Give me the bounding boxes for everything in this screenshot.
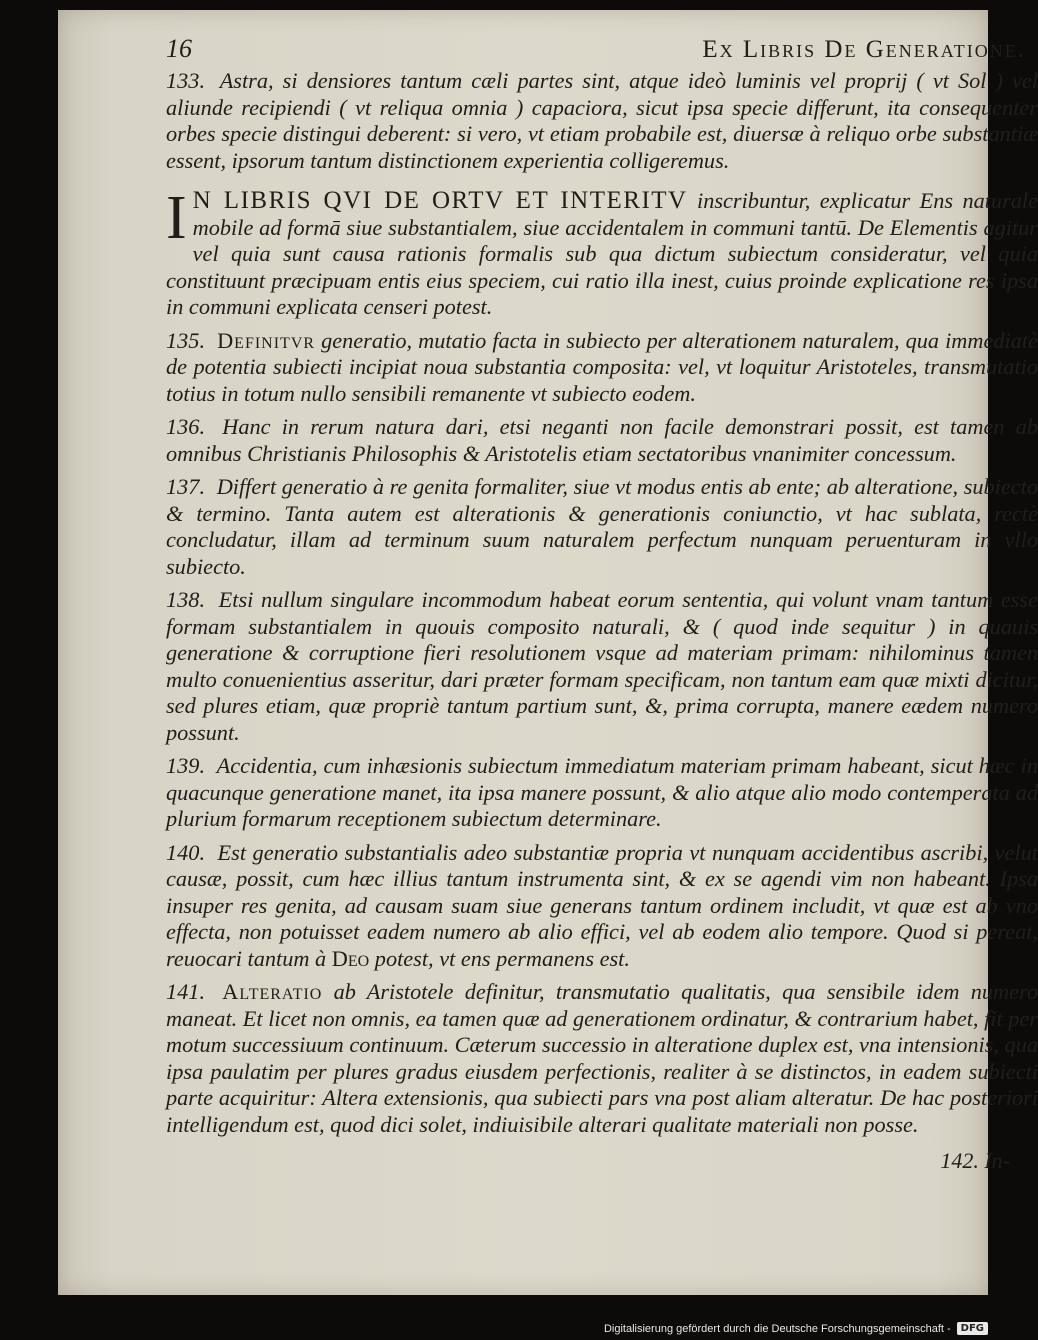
section-heading: N LIBRIS QVI DE ORTV ET INTERITV [192, 187, 688, 214]
section-text: inscribuntur, explicatur Ens naturale mobile ad formā siue substantialem, siue accidentalem in communi tantū. De Elementis agitur vel quia sunt causa rationis formalis sub qua dictum subiectum consideratur, vel quia constituunt præcipuam entis eius speciem, cui ratio illa inest, cuius proinde explicatione res ipsa in communi explicata censeri potest. [166, 188, 1038, 319]
paragraph-number: 141. [166, 979, 206, 1004]
paragraph-141 [166, 979, 1038, 1138]
lead-word: Alteratio [222, 979, 323, 1004]
paragraph-text: Accidentia, cum inhæsionis subiectum immediatum materiam primam habeant, sicut hæc in quacunque generatione manet, ita ipsa manere possunt, & alio atque alio modo contemperata ad plurium formarum receptionem subiectum determinare. [166, 753, 1038, 831]
paragraph-number: 140. [166, 839, 206, 865]
paragraph-text: Hanc in rerum natura dari, etsi neganti non facile demonstrari possit, est tamen ab omnibus Christianis Philosophis & Aristotelis etiam sectatoribus vnanimiter concessum. [166, 414, 1038, 466]
dfg-logo-icon: DFG [957, 1322, 988, 1335]
paragraph-text: Etsi nullum singulare incommodum habeat eorum sententia, qui volunt vnam tantum esse formam substantialem in quouis composito naturali, & ( quod inde sequitur ) in quauis generatione & corruptione fieri resolutionem vsque ad materiam primam: nihilominus tamen multo conuenientius asseritur, dari præter formam specificam, non tantum eam quæ mixti dicitur, sed plures etiam, quæ propriè tantum partium sunt, &, prima corrupta, manere eædem numero possunt. [166, 587, 1038, 745]
paragraph-number: 133. [166, 68, 206, 93]
paragraph-136 [166, 414, 1038, 467]
paragraph-number: 139. [166, 753, 206, 778]
paragraph-number: 136. [166, 414, 206, 439]
paragraph-text: generatio, mutatio facta in subiecto per alterationem naturalem, qua immediatè de potentia subiecti incipiat noua substantia composita: vel, vt loquitur Aristoteles, transmutatio totius in totum nullo sensibili remanente vt subiecto eodem. [166, 327, 1038, 406]
page-number: 16 [166, 34, 192, 63]
paragraph-tail: potest, vt ens permanens est. [374, 945, 630, 971]
lead-word: Definitvr [217, 327, 316, 353]
page-content [166, 34, 1038, 1174]
paragraph-133 [166, 68, 1038, 174]
paragraph-137 [166, 474, 1038, 580]
deo-word: Deo [331, 945, 370, 971]
drop-capital: I [166, 184, 187, 252]
paragraph-text: Differt generatio à re genita formaliter, siue vt modus entis ab ente; ab alteratione, subiecto & termino. Tanta autem est alterationis & generationis coniunctio, vt hac sublata, rectè concludatur, illam ad terminum suum naturalem perfectum nunquam peruenturam in vllo subiecto. [166, 474, 1038, 579]
paragraph-135 [166, 328, 1038, 408]
section-opening [166, 184, 1038, 321]
paragraph-text: Est generatio substantialis adeo substantiæ propria vt nunquam accidentibus ascribi, velut causæ, possit, cum hæc illius tantum instrumenta sint, & ex se agendi vim non habeant. Ipsa insuper res genita, ad causam suam siue generans tantum ordinem includit, vt quæ est ab vno effecta, non potuisset eadem numero ab alio effici, vel ab eodem alio tempore. Quod si pereat, reuocari tantum à [166, 839, 1038, 971]
digitization-footer [604, 1322, 988, 1335]
book-page [58, 10, 1038, 1295]
paragraph-number: 138. [166, 587, 206, 612]
paragraph-number: 137. [166, 474, 206, 499]
footer-credit: Digitalisierung gefördert durch die Deutsche Forschungsgemeinschaft - [603, 1322, 951, 1335]
paragraph-text: ab Aristotele definitur, transmutatio qualitatis, qua sensibile idem numero maneat. Et licet non omnis, ea tamen quæ ad generationem ordinatur, & contrarium habet, fit per motum successiuum continuum. Cæterum successio in alteratione duplex est, vna intensionis, qua ipsa paulatim per plures gradus eiusdem perfectionis, realiter à se distinctos, in eadem subiecti parte acquiritur: Altera extensionis, qua subiecti pars vna post aliam alteratur. De hac posteriori intelligendum est, quod dici solet, indiuisibile alterari qualitate materiali non posse. [166, 979, 1038, 1137]
paragraph-number: 135. [166, 327, 206, 353]
catchword: 142. In- [940, 1148, 1010, 1173]
running-title: Ex Libris De Generatione. [702, 36, 1026, 63]
paragraph-text: Astra, si densiores tantum cæli partes sint, atque ideò luminis vel proprij ( vt Sol ) vel aliunde recipiendi ( vt reliqua omnia ) capaciora, sicut ipsa specie differunt, ita consequenter orbes specie distingui deberent: si vero, vt etiam probabile est, diuersæ à reliquo orbe substantiæ essent, ipsorum tantum distinctionem experientia colligeremus. [166, 68, 1038, 173]
paragraph-139 [166, 753, 1038, 833]
paragraph-138 [166, 587, 1038, 746]
running-header [166, 34, 1038, 68]
paragraph-140 [166, 840, 1038, 973]
